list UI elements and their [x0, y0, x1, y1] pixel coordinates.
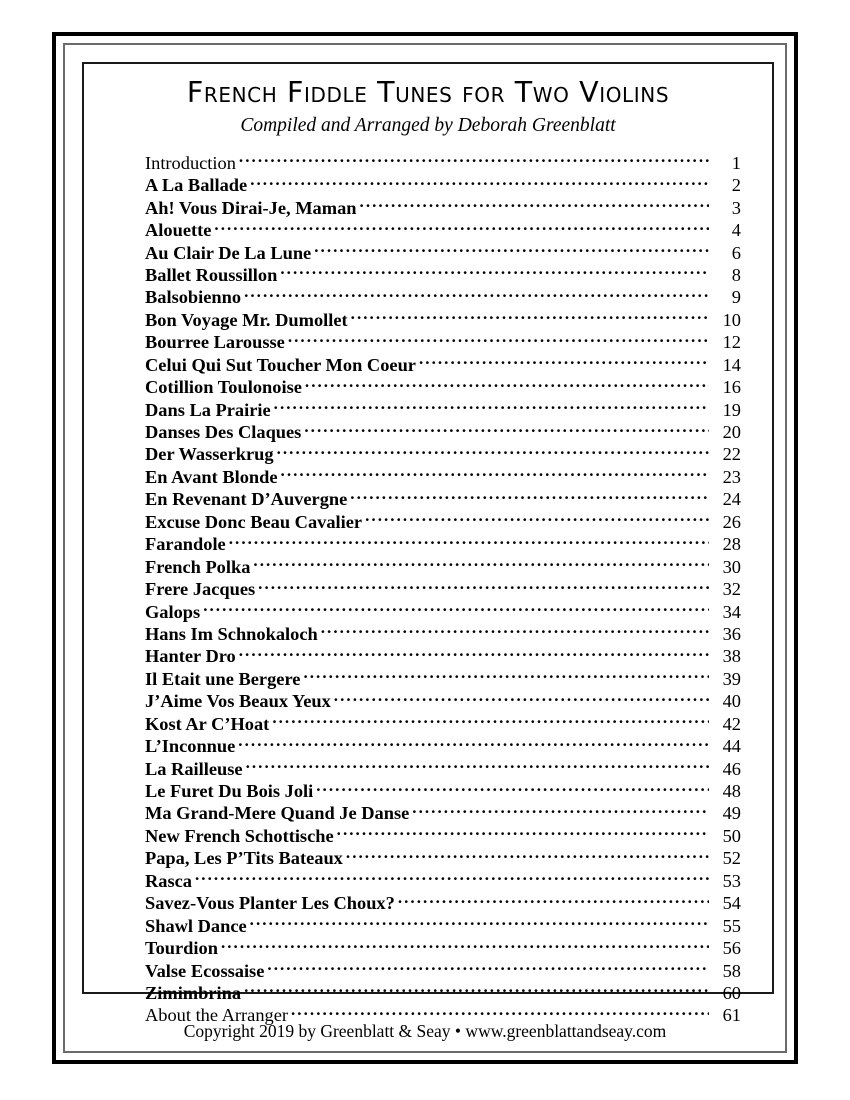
toc-dot-leader [214, 218, 709, 236]
toc-entry-title: Introduction [145, 152, 236, 173]
toc-entry[interactable] [145, 577, 741, 599]
toc-entry-page-number: 52 [722, 848, 741, 869]
toc-entry-page-number: 24 [722, 489, 741, 510]
toc-entry-title: Galops [145, 601, 201, 622]
toc-entry-title: Bourree Larousse [145, 332, 285, 353]
toc-entry-page-number: 39 [722, 668, 741, 689]
toc-entry[interactable] [145, 936, 741, 958]
toc-entry-page-number: 34 [722, 601, 741, 622]
toc-dot-leader [304, 420, 709, 438]
toc-dot-leader [244, 285, 709, 303]
toc-entry-title: Shawl Dance [145, 915, 247, 936]
toc-dot-leader [305, 375, 709, 393]
toc-entry-page-number: 54 [722, 893, 741, 914]
toc-dot-leader [337, 823, 709, 841]
toc-entry-title: Au Clair De La Lune [145, 242, 312, 263]
page-border-frame [52, 32, 798, 1064]
toc-dot-leader [334, 689, 709, 707]
toc-entry[interactable] [145, 756, 741, 778]
copyright-footer: Copyright 2019 by Greenblatt & Seay • www.greenblattandseay.com [183, 1021, 667, 1041]
toc-entry-title: Ballet Roussillon [145, 264, 278, 285]
toc-entry-page-number: 55 [722, 915, 741, 936]
toc-entry-title: Tourdion [145, 938, 218, 959]
toc-dot-leader [303, 666, 709, 684]
toc-dot-leader [246, 756, 709, 774]
toc-entry[interactable] [145, 420, 741, 442]
toc-entry-page-number: 56 [722, 938, 741, 959]
toc-entry[interactable] [145, 958, 741, 980]
toc-dot-leader [351, 307, 709, 325]
table-of-contents-list [84, 150, 772, 1025]
toc-entry-title: Valse Ecossaise [145, 960, 265, 981]
toc-entry[interactable] [145, 913, 741, 935]
toc-dot-leader [350, 487, 709, 505]
toc-entry[interactable] [145, 330, 741, 352]
toc-entry-title: Danses Des Claques [145, 422, 302, 442]
page-title: French Fiddle Tunes for Two Violins [186, 76, 670, 109]
toc-dot-leader [258, 577, 709, 595]
toc-entry[interactable] [145, 823, 741, 845]
toc-entry-page-number: 58 [722, 960, 741, 981]
toc-entry-title: Cotillion Toulonoise [145, 377, 302, 398]
toc-entry-page-number: 2 [731, 175, 741, 196]
toc-entry[interactable] [145, 734, 741, 756]
toc-entry-title: Hanter Dro [145, 646, 236, 667]
toc-entry-page-number: 53 [722, 870, 741, 891]
toc-entry[interactable] [145, 240, 741, 262]
toc-dot-leader [280, 263, 709, 281]
toc-dot-leader [229, 532, 709, 550]
toc-entry-title: Le Furet Du Bois Joli [145, 781, 314, 801]
toc-entry-title: Rasca [145, 870, 192, 891]
toc-entry-page-number: 14 [722, 354, 741, 375]
toc-entry[interactable] [145, 509, 741, 531]
toc-entry[interactable] [145, 195, 741, 217]
toc-dot-leader [314, 240, 709, 258]
toc-entry-title: A La Ballade [145, 175, 248, 196]
toc-entry[interactable] [145, 891, 741, 913]
toc-entry-title: L’Inconnue [145, 736, 236, 757]
toc-entry-title: En Avant Blonde [145, 466, 278, 487]
toc-entry[interactable] [145, 150, 741, 172]
toc-entry-page-number: 28 [722, 534, 741, 555]
toc-dot-leader [203, 599, 709, 617]
toc-entry-title: Celui Qui Sut Toucher Mon Coeur [145, 354, 416, 375]
toc-entry-page-number: 16 [722, 377, 741, 398]
toc-entry[interactable] [145, 397, 741, 419]
toc-dot-leader [281, 464, 709, 482]
toc-entry[interactable] [145, 173, 741, 195]
toc-entry-page-number: 22 [722, 444, 741, 465]
toc-entry-page-number: 49 [722, 803, 741, 824]
toc-dot-leader [250, 173, 709, 191]
toc-entry[interactable] [145, 352, 741, 374]
toc-dot-leader [244, 981, 709, 999]
toc-entry-page-number: 10 [722, 309, 741, 330]
toc-dot-leader [274, 397, 709, 415]
toc-entry[interactable] [145, 801, 741, 823]
toc-entry-title: Savez-Vous Planter Les Choux? [145, 893, 395, 914]
toc-entry-page-number: 36 [722, 623, 741, 644]
toc-entry[interactable] [145, 263, 741, 285]
toc-entry-page-number: 40 [722, 691, 741, 712]
toc-entry-title: Papa, Les P’Tits Bateaux [145, 848, 343, 869]
toc-dot-leader [250, 913, 709, 931]
toc-dot-leader [195, 868, 709, 886]
toc-entry[interactable] [145, 442, 741, 464]
toc-entry-page-number: 32 [722, 579, 741, 600]
toc-entry[interactable] [145, 599, 741, 621]
toc-entry-title: En Revenant D’Auvergne [145, 489, 348, 510]
toc-entry-title: Bon Voyage Mr. Dumollet [145, 309, 348, 330]
toc-entry-page-number: 42 [722, 713, 741, 734]
toc-entry-title: Zimimbrina [145, 982, 242, 1003]
toc-entry-title: Balsobienno [145, 287, 242, 308]
toc-entry[interactable] [145, 554, 741, 576]
toc-entry-page-number: 1 [731, 152, 741, 173]
toc-dot-leader [272, 711, 709, 729]
toc-entry-page-number: 12 [722, 332, 741, 353]
toc-entry-page-number: 61 [722, 1005, 741, 1026]
toc-entry-page-number: 3 [731, 197, 741, 218]
toc-entry-page-number: 38 [722, 646, 741, 667]
toc-dot-leader [267, 958, 709, 976]
toc-entry[interactable] [145, 644, 741, 666]
toc-entry[interactable] [145, 868, 741, 890]
toc-entry[interactable] [145, 464, 741, 486]
toc-entry-page-number: 20 [722, 422, 741, 442]
toc-entry[interactable] [145, 666, 741, 688]
toc-entry-title: Frere Jacques [145, 579, 256, 600]
toc-entry-title: Alouette [145, 220, 212, 241]
toc-entry[interactable] [145, 711, 741, 733]
toc-entry[interactable] [145, 779, 741, 801]
toc-entry-title: Farandole [145, 534, 226, 555]
toc-dot-leader [419, 352, 709, 370]
toc-entry-page-number: 4 [731, 220, 741, 241]
toc-dot-leader [316, 779, 709, 797]
toc-dot-leader [253, 554, 709, 572]
toc-dot-leader [288, 330, 709, 348]
toc-dot-leader [277, 442, 709, 460]
toc-entry-title: Il Etait une Bergere [145, 668, 301, 689]
toc-entry-title: Excuse Donc Beau Cavalier [145, 511, 363, 532]
toc-entry[interactable] [145, 622, 741, 644]
toc-dot-leader [221, 936, 709, 954]
toc-entry[interactable] [145, 375, 741, 397]
toc-entry-page-number: 30 [722, 556, 741, 577]
toc-entry-page-number: 23 [722, 466, 741, 487]
toc-entry[interactable] [145, 846, 741, 868]
toc-entry[interactable] [145, 532, 741, 554]
toc-entry-title: About the Arranger [145, 1005, 288, 1026]
toc-entry[interactable] [145, 307, 741, 329]
toc-entry[interactable] [145, 689, 741, 711]
toc-entry-page-number: 19 [722, 399, 741, 420]
toc-entry-title: Ah! Vous Dirai-Je, Maman [145, 197, 357, 218]
toc-entry-page-number: 46 [722, 758, 741, 779]
toc-entry-page-number: 50 [722, 825, 741, 846]
toc-dot-leader [291, 1003, 709, 1021]
toc-entry-title: La Railleuse [145, 758, 243, 779]
toc-entry-title: Ma Grand-Mere Quand Je Danse [145, 803, 410, 824]
toc-entry-page-number: 26 [722, 511, 741, 532]
table-of-contents-panel [82, 62, 774, 1026]
toc-entry-title: Hans Im Schnokaloch [145, 623, 318, 644]
toc-dot-leader [412, 801, 709, 819]
toc-entry-title: J’Aime Vos Beaux Yeux [145, 691, 331, 712]
toc-entry[interactable] [145, 218, 741, 240]
toc-entry[interactable] [145, 487, 741, 509]
toc-dot-leader [239, 150, 709, 168]
toc-dot-leader [239, 644, 709, 662]
toc-entry-title: Der Wasserkrug [145, 444, 274, 465]
toc-entry[interactable] [145, 981, 741, 1003]
toc-entry-page-number: 44 [722, 736, 741, 757]
toc-dot-leader [360, 195, 709, 213]
page-subtitle: Compiled and Arranged by Deborah Greenblatt [240, 114, 616, 136]
toc-dot-leader [321, 622, 709, 640]
title-block [84, 64, 772, 136]
toc-dot-leader [238, 734, 709, 752]
toc-entry-title: Kost Ar C’Hoat [145, 713, 270, 734]
toc-entry-page-number: 6 [731, 242, 741, 263]
toc-entry[interactable] [145, 285, 741, 307]
toc-entry-page-number: 8 [731, 264, 741, 285]
toc-entry-title: French Polka [145, 556, 251, 577]
toc-entry-page-number: 48 [722, 781, 741, 801]
toc-dot-leader [346, 846, 709, 864]
toc-entry-title: Dans La Prairie [145, 399, 271, 420]
toc-dot-leader [398, 891, 709, 909]
toc-entry-page-number: 9 [731, 287, 741, 308]
toc-entry-page-number: 60 [722, 982, 741, 1003]
toc-dot-leader [365, 509, 709, 527]
toc-entry-title: New French Schottische [145, 825, 334, 846]
